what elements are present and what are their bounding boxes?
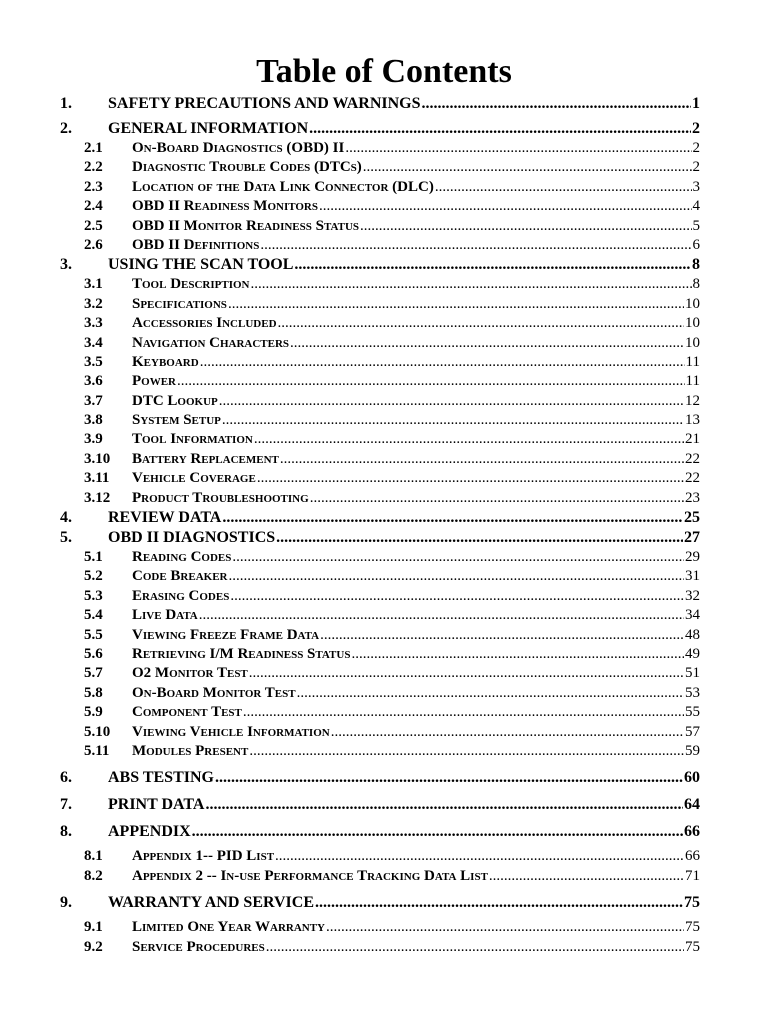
- toc-entry[interactable]: [60, 795, 700, 815]
- toc-entry-label: Limited One Year Warranty: [132, 919, 325, 936]
- toc-entry-number: 5.9: [84, 704, 103, 721]
- dot-leader: [177, 372, 685, 391]
- dot-leader: [489, 867, 684, 886]
- dot-leader: [222, 508, 683, 528]
- toc-entry[interactable]: [60, 430, 700, 449]
- toc-entry-label: O2 Monitor Test: [132, 665, 248, 682]
- dot-leader: [363, 158, 692, 177]
- toc-entry[interactable]: [60, 645, 700, 664]
- toc-entry-label: OBD II Definitions: [132, 236, 260, 253]
- toc-entry-label: OBD II Readiness Monitors: [132, 198, 318, 215]
- toc-list: [60, 94, 700, 957]
- toc-entry-number: 5.11: [84, 742, 110, 759]
- toc-entry-page: 2: [692, 120, 700, 137]
- toc-entry[interactable]: [60, 918, 700, 937]
- toc-entry-number: 3.4: [84, 334, 103, 351]
- toc-entry-number: 3.3: [84, 315, 103, 332]
- toc-entry[interactable]: [60, 411, 700, 430]
- toc-entry[interactable]: [60, 664, 700, 683]
- toc-entry-page: 48: [685, 626, 700, 643]
- toc-entry-label: Retrieving I/M Readiness Status: [132, 645, 351, 662]
- toc-entry[interactable]: [60, 178, 700, 197]
- toc-entry-number: 3.1: [84, 276, 103, 293]
- toc-entry-label: PRINT DATA: [108, 796, 205, 814]
- dot-leader: [266, 938, 684, 957]
- toc-entry[interactable]: [60, 567, 700, 586]
- toc-entry-label: Component Test: [132, 704, 242, 721]
- toc-entry-label: Keyboard: [132, 353, 199, 370]
- toc-entry-page: 55: [685, 704, 700, 721]
- toc-entry-label: USING THE SCAN TOOL: [108, 256, 294, 274]
- toc-entry-page: 25: [684, 509, 700, 527]
- toc-entry-page: 53: [685, 684, 700, 701]
- toc-entry[interactable]: [60, 158, 700, 177]
- toc-entry-number: 4.: [60, 509, 72, 527]
- toc-entry-page: 6: [692, 236, 700, 253]
- dot-leader: [254, 430, 684, 449]
- toc-entry-label: Diagnostic Trouble Codes (DTCs): [132, 159, 362, 176]
- toc-entry-page: 66: [684, 823, 700, 841]
- toc-entry[interactable]: [60, 119, 700, 139]
- toc-entry[interactable]: [60, 703, 700, 722]
- toc-entry-label: WARRANTY AND SERVICE: [108, 894, 314, 912]
- toc-entry-number: 3.5: [84, 353, 103, 370]
- toc-entry-number: 2.: [60, 120, 72, 137]
- toc-entry-page: 75: [684, 894, 700, 912]
- toc-entry-label: Specifications: [132, 295, 227, 312]
- toc-entry-label: On-Board Diagnostics (OBD) II: [132, 140, 345, 156]
- toc-entry-number: 8.1: [84, 848, 103, 865]
- dot-leader: [192, 822, 683, 842]
- toc-entry-page: 75: [685, 938, 700, 955]
- toc-entry[interactable]: [60, 548, 700, 567]
- toc-entry[interactable]: [60, 295, 700, 314]
- toc-entry[interactable]: [60, 508, 700, 528]
- toc-entry[interactable]: [60, 893, 700, 913]
- toc-entry-label: System Setup: [132, 412, 221, 429]
- toc-entry-page: 57: [685, 723, 700, 740]
- toc-entry-label: Viewing Freeze Frame Data: [132, 626, 320, 643]
- dot-leader: [297, 684, 684, 703]
- dot-leader: [345, 139, 691, 158]
- toc-entry[interactable]: [60, 822, 700, 842]
- toc-entry-number: 8.2: [84, 867, 103, 884]
- toc-entry-page: 22: [685, 450, 700, 467]
- toc-entry-label: Tool Description: [132, 276, 250, 293]
- toc-entry-label: REVIEW DATA: [108, 509, 222, 527]
- toc-entry-page: 10: [685, 295, 700, 312]
- toc-entry-page: 66: [685, 848, 700, 865]
- toc-entry-number: 8.: [60, 823, 72, 841]
- toc-entry-label: Tool Information: [132, 431, 253, 448]
- toc-entry-page: 4: [692, 198, 700, 215]
- toc-entry-number: 3.8: [84, 412, 103, 429]
- toc-entry-number: 2.1: [84, 140, 103, 156]
- toc-entry-label: OBD II DIAGNOSTICS: [108, 529, 276, 547]
- dot-leader: [205, 795, 683, 815]
- toc-entry-number: 3.2: [84, 295, 103, 312]
- toc-entry-label: Modules Present: [132, 742, 249, 759]
- dot-leader: [278, 314, 684, 333]
- dot-leader: [260, 236, 691, 255]
- toc-entry[interactable]: [60, 528, 700, 548]
- toc-entry-number: 5.: [60, 529, 72, 547]
- toc-entry-number: 9.2: [84, 938, 103, 955]
- toc-entry-number: 5.1: [84, 549, 103, 566]
- toc-entry-number: 5.5: [84, 626, 103, 643]
- toc-entry-page: 2: [692, 159, 700, 176]
- toc-entry[interactable]: [60, 314, 700, 333]
- dot-leader: [251, 275, 692, 294]
- dot-leader: [228, 295, 684, 314]
- toc-entry-number: 3.7: [84, 392, 103, 409]
- toc-entry-page: 3: [692, 178, 700, 195]
- dot-leader: [229, 567, 685, 586]
- dot-leader: [315, 893, 683, 913]
- toc-entry[interactable]: [60, 236, 700, 255]
- dot-leader: [276, 528, 683, 548]
- toc-entry-number: 5.7: [84, 665, 103, 682]
- toc-entry[interactable]: [60, 275, 700, 294]
- toc-entry-page: 10: [685, 334, 700, 351]
- toc-entry-page: 11: [685, 373, 700, 390]
- toc-entry-page: 31: [685, 568, 700, 585]
- toc-entry-number: 2.4: [84, 198, 103, 215]
- toc-entry-page: 22: [685, 470, 700, 487]
- toc-entry-label: Location of the Data Link Connector (DLC): [132, 178, 434, 195]
- toc-entry-page: 29: [685, 549, 700, 566]
- toc-entry-label: Code Breaker: [132, 568, 228, 585]
- toc-entry[interactable]: [60, 768, 700, 788]
- toc-entry-number: 2.5: [84, 217, 103, 234]
- toc-entry[interactable]: [60, 353, 700, 372]
- toc-entry-number: 3.6: [84, 373, 103, 390]
- toc-entry-number: 3.12: [84, 489, 111, 506]
- dot-leader: [222, 411, 684, 430]
- toc-entry-label: Accessories Included: [132, 315, 277, 332]
- dot-leader: [435, 178, 692, 197]
- toc-entry-number: 3.11: [84, 470, 110, 487]
- toc-entry-page: 2: [692, 140, 700, 156]
- toc-entry[interactable]: [60, 469, 700, 488]
- toc-entry[interactable]: [60, 606, 700, 625]
- toc-entry-page: 64: [684, 796, 700, 814]
- toc-entry[interactable]: [60, 867, 700, 886]
- toc-entry-label: Viewing Vehicle Information: [132, 723, 330, 740]
- dot-leader: [310, 489, 684, 508]
- toc-entry-number: 2.2: [84, 159, 103, 176]
- toc-entry-page: 1: [692, 95, 700, 112]
- toc-entry[interactable]: [60, 217, 700, 236]
- toc-entry-number: 7.: [60, 796, 72, 814]
- toc-entry-number: 5.4: [84, 607, 103, 624]
- toc-entry-label: Live Data: [132, 607, 198, 624]
- toc-entry-number: 2.6: [84, 236, 103, 253]
- dot-leader: [230, 587, 684, 606]
- toc-entry-number: 5.3: [84, 587, 103, 604]
- toc-entry-label: Erasing Codes: [132, 587, 230, 604]
- toc-entry[interactable]: [60, 723, 700, 742]
- toc-entry-number: 5.10: [84, 723, 111, 740]
- toc-entry-page: 59: [685, 742, 700, 759]
- toc-entry[interactable]: [60, 587, 700, 606]
- toc-entry-label: Appendix 1-- PID List: [132, 848, 275, 865]
- toc-entry-label: Service Procedures: [132, 938, 265, 955]
- toc-entry-label: Appendix 2 -- In-use Performance Tracking Data List: [132, 867, 488, 884]
- toc-entry-label: OBD II Monitor Readiness Status: [132, 217, 359, 234]
- dot-leader: [249, 664, 684, 683]
- toc-entry-label: Vehicle Coverage: [132, 470, 256, 487]
- toc-entry[interactable]: [60, 450, 700, 469]
- dot-leader: [199, 606, 684, 625]
- dot-leader: [360, 217, 692, 236]
- dot-leader: [280, 450, 684, 469]
- toc-entry-label: Reading Codes: [132, 549, 232, 566]
- toc-entry-page: 8: [692, 276, 700, 293]
- toc-entry[interactable]: [60, 938, 700, 957]
- toc-entry[interactable]: [60, 255, 700, 275]
- dot-leader: [275, 847, 684, 866]
- dot-leader: [243, 703, 684, 722]
- toc-entry-label: SAFETY PRECAUTIONS AND WARNINGS: [108, 95, 421, 112]
- toc-entry-page: 10: [685, 315, 700, 332]
- toc-entry-page: 60: [684, 769, 700, 787]
- toc-entry-label: DTC Lookup: [132, 392, 218, 409]
- toc-entry-page: 71: [685, 867, 700, 884]
- toc-entry-number: 3.10: [84, 450, 111, 467]
- toc-entry[interactable]: [60, 847, 700, 866]
- toc-entry-number: 5.2: [84, 568, 103, 585]
- toc-entry-label: Navigation Characters: [132, 334, 290, 351]
- toc-entry-page: 5: [692, 217, 700, 234]
- toc-entry-number: 5.6: [84, 645, 103, 662]
- toc-entry-number: 3.9: [84, 431, 103, 448]
- dot-leader: [309, 119, 691, 139]
- dot-leader: [422, 94, 692, 114]
- toc-entry-number: 2.3: [84, 178, 103, 195]
- dot-leader: [331, 723, 684, 742]
- toc-entry[interactable]: [60, 626, 700, 645]
- toc-entry-page: 49: [685, 645, 700, 662]
- dot-leader: [232, 548, 684, 567]
- dot-leader: [319, 197, 692, 216]
- dot-leader: [290, 334, 684, 353]
- toc-entry-page: 23: [685, 489, 700, 506]
- dot-leader: [326, 918, 684, 937]
- toc-entry-page: 13: [685, 412, 700, 429]
- dot-leader: [200, 353, 685, 372]
- toc-entry-number: 6.: [60, 769, 72, 787]
- toc-entry-number: 3.: [60, 256, 72, 274]
- toc-entry-number: 5.8: [84, 684, 103, 701]
- toc-entry-page: 75: [685, 919, 700, 936]
- toc-entry-label: APPENDIX: [108, 823, 191, 841]
- toc-entry-page: 8: [692, 256, 700, 274]
- dot-leader: [215, 768, 683, 788]
- toc-entry[interactable]: [60, 684, 700, 703]
- toc-entry-page: 12: [685, 392, 700, 409]
- toc-entry[interactable]: [60, 334, 700, 353]
- toc-entry-label: Product Troubleshooting: [132, 489, 309, 506]
- toc-entry-label: Battery Replacement: [132, 450, 279, 467]
- toc-entry[interactable]: [60, 197, 700, 216]
- dot-leader: [294, 255, 691, 275]
- dot-leader: [351, 645, 684, 664]
- toc-entry-page: 51: [685, 665, 700, 682]
- toc-entry-label: ABS TESTING: [108, 769, 214, 787]
- toc-entry[interactable]: [60, 372, 700, 391]
- toc-entry[interactable]: [60, 94, 700, 114]
- toc-entry-label: Power: [132, 373, 176, 390]
- page-title: Table of Contents: [256, 53, 512, 90]
- toc-entry-label: On-Board Monitor Test: [132, 684, 296, 701]
- toc-entry-page: 34: [685, 607, 700, 624]
- toc-entry-label: GENERAL INFORMATION: [108, 120, 309, 137]
- dot-leader: [320, 626, 684, 645]
- toc-entry[interactable]: [60, 139, 700, 158]
- toc-entry-page: 21: [685, 431, 700, 448]
- toc-entry[interactable]: [60, 392, 700, 411]
- toc-entry-page: 27: [684, 529, 700, 547]
- toc-entry-page: 11: [685, 353, 700, 370]
- toc-entry[interactable]: [60, 742, 700, 761]
- toc-entry-number: 9.1: [84, 919, 103, 936]
- dot-leader: [219, 392, 684, 411]
- toc-entry-number: 1.: [60, 95, 72, 112]
- dot-leader: [249, 742, 684, 761]
- toc-entry-number: 9.: [60, 894, 72, 912]
- dot-leader: [257, 469, 684, 488]
- toc-entry[interactable]: [60, 489, 700, 508]
- toc-entry-page: 32: [685, 587, 700, 604]
